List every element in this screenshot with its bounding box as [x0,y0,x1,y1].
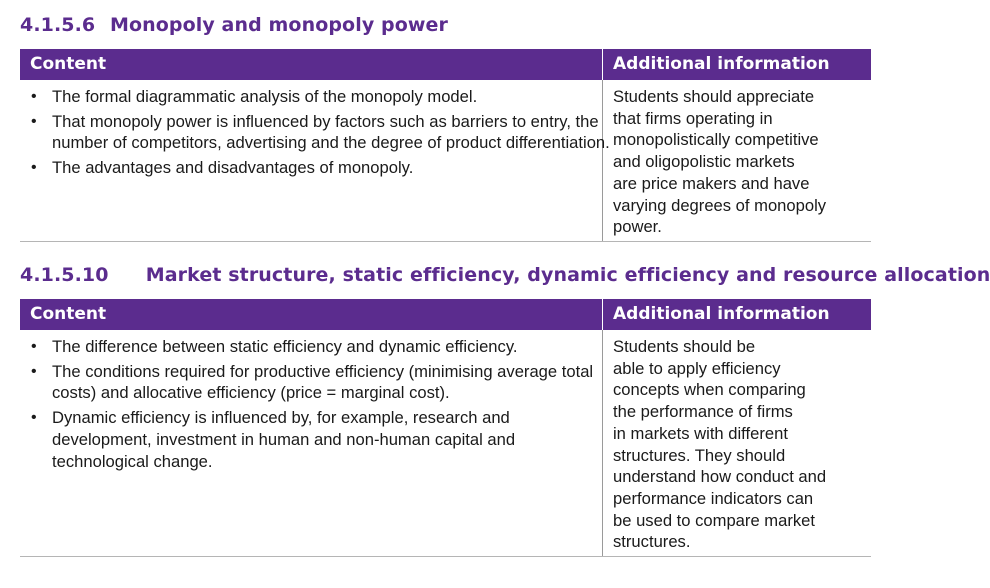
info-line: monopolistically competitive [613,130,819,150]
info-line: structures. They should [613,445,786,465]
info-line: are price makers and have [613,173,810,193]
header-content: Content [30,304,107,324]
header-additional-information: Additional information [602,49,871,80]
additional-info-cell [602,80,871,241]
bullet-icon: • [31,88,37,105]
list-item-text: The conditions required for productive efficiency (minimising average total costs) and allocative efficiency (price = marginal cost). [52,361,594,403]
table-row [20,330,871,557]
section-heading [20,264,990,286]
content-cell [20,80,610,241]
info-line: performance indicators can [613,488,814,508]
section-heading [20,14,448,36]
bullet-icon: • [31,112,37,130]
section-number: 4.1.5.6 [20,14,96,36]
bullet-icon: • [31,409,37,427]
list-item [30,407,597,472]
info-line: and oligopolistic markets [613,152,795,172]
list-item-text: Dynamic efficiency is influenced by, for example, research and development, investment in human and non-human capital and technological change. [52,408,516,471]
info-line: understand how conduct and [613,467,827,487]
info-line: in markets with different [613,423,788,443]
section-title: Market structure, static efficiency, dynamic efficiency and resource allocation [145,264,990,286]
table-row [20,80,871,242]
additional-info-cell [602,330,871,556]
info-line: Students should be [613,337,756,356]
bullet-icon: • [31,338,37,355]
bullet-icon: • [31,362,37,380]
info-line: able to apply efficiency [613,358,781,378]
list-item [30,157,582,179]
table-header [20,49,871,80]
info-line: Students should appreciate [613,87,815,106]
list-item [30,336,622,358]
list-item [30,361,624,404]
content-cell [20,330,602,556]
bullet-icon: • [31,159,37,177]
header-content: Content [30,54,107,74]
info-line: the performance of firms [613,402,793,422]
list-item-text: The formal diagrammatic analysis of the monopoly model. [52,87,478,106]
info-line: be used to compare market [613,510,815,530]
content-list [30,336,602,472]
info-line: concepts when comparing [613,380,806,400]
list-item-text: That monopoly power is influenced by factors such as barriers to entry, the number of competitors, advertising and the degree of product differentiation. [52,111,610,153]
info-line: varying degrees of monopoly [613,195,827,215]
header-additional-information: Additional information [602,299,871,330]
list-item-text: The advantages and disadvantages of monopoly. [52,158,414,178]
list-item [30,111,614,154]
list-item [30,86,582,108]
spec-table [20,49,871,242]
section-number: 4.1.5.10 [20,264,109,286]
spec-table [20,299,871,557]
info-line: that firms operating in [613,108,773,128]
content-list [30,86,610,179]
list-item-text: The difference between static efficiency and dynamic efficiency. [52,337,518,356]
table-header [20,299,871,330]
info-line: structures. [613,532,691,552]
section-title: Monopoly and monopoly power [109,14,448,36]
info-line: power. [613,217,662,237]
